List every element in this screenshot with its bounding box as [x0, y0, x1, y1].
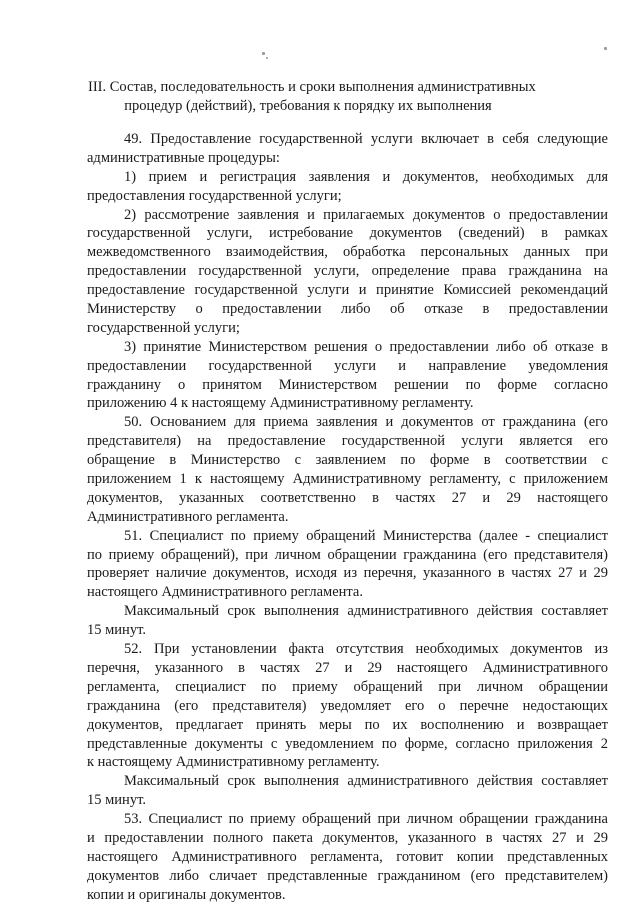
text-line: 3) принятие Министерством решения о предоставлении либо об отказе в: [124, 338, 608, 355]
text-line: 49. Предоставление государственной услуги включает в себя следующие: [124, 131, 608, 147]
text-line: копии и оригиналы документов.: [87, 886, 286, 903]
text-line: гражданина (его представителя) уведомляет его о перечне недостающих: [87, 697, 608, 714]
text-line: настоящего Административного регламента, готовит копии представленных: [87, 848, 608, 865]
paragraph-53: [87, 810, 608, 904]
section-heading-line: процедур (действий), требования к порядку их выполнения: [124, 98, 492, 114]
paragraph-50: [87, 413, 608, 526]
text-line: приложением 1 к настоящему Административному регламенту, с приложением: [87, 471, 608, 488]
text-line: к настоящему Административному регламенту.: [87, 754, 380, 771]
section-heading: [88, 78, 536, 116]
paragraph-49-item-2: [87, 206, 608, 338]
text-line: перечня, указанного в частях 27 и 29 настоящего Административного: [87, 659, 608, 676]
text-line: Максимальный срок выполнения административного действия составляет: [124, 773, 608, 790]
text-line: 1) прием и регистрация заявления и документов, необходимых для: [124, 168, 608, 185]
text-line: Административного регламента.: [87, 508, 289, 525]
text-line: административные процедуры:: [87, 149, 280, 166]
text-line: 50. Основанием для приема заявления и документов от гражданина (его: [124, 414, 608, 431]
text-line: 15 минут.: [87, 622, 146, 639]
text-line: государственной услуги;: [87, 319, 240, 336]
text-line: 52. При установлении факта отсутствия необходимых документов из: [124, 641, 608, 658]
text-line: гражданину о принятом Министерством решении по форме согласно: [87, 376, 608, 393]
text-line: межведомственного взаимодействия, обработка персональных данных при: [87, 244, 608, 261]
paragraph-51-time-limit: [87, 602, 608, 640]
paragraph-52-time-limit: [87, 772, 608, 810]
text-line: представленные документы с уведомлением по форме, согласно приложения 2: [87, 735, 608, 752]
text-line: предоставление государственной услуги и принятие Комиссией рекомендаций: [87, 282, 608, 299]
text-line: 15 минут.: [87, 792, 146, 809]
text-line: документов либо сличает представленные гражданином (его представителем): [87, 867, 608, 884]
paragraph-49-item-1: [87, 168, 608, 206]
text-line: предоставлении государственной услуги, определение права гражданина на: [87, 263, 608, 280]
paragraph-49: [87, 130, 608, 168]
section-heading-line: III. Состав, последовательность и сроки выполнения административных: [88, 79, 536, 95]
text-line: по приему обращений), при личном обращении гражданина (его представителя): [87, 546, 608, 563]
text-line: Министерству о предоставлении либо об отказе в предоставлении: [87, 301, 608, 318]
text-line: проверяет наличие документов, исходя из перечня, указанного в частях 27 и 29: [87, 565, 608, 582]
text-line: регламента, специалист по приему обращений при личном обращении: [87, 678, 608, 695]
scan-speck: [266, 57, 268, 59]
paragraph-51: [87, 527, 608, 603]
text-line: документов, указанных соответственно в частях 27 и 29 настоящего: [87, 489, 608, 506]
document-body: [87, 130, 608, 905]
text-line: Максимальный срок выполнения административного действия составляет: [124, 603, 608, 620]
text-line: документов, предлагает принять меры по их восполнению и возвращает: [87, 716, 608, 733]
scan-speck: [604, 47, 607, 50]
text-line: приложению 4 к настоящему Административному регламенту.: [87, 395, 474, 412]
text-line: 2) рассмотрение заявления и прилагаемых документов о предоставлении: [124, 206, 608, 223]
text-line: 51. Специалист по приему обращений Министерства (далее - специалист: [124, 527, 608, 544]
text-line: и предоставлении полного пакета документов, указанного в частях 27 и 29: [87, 829, 608, 846]
text-line: предоставления государственной услуги;: [87, 187, 342, 204]
text-line: государственной услуги, истребование документов (сведений) в рамках: [87, 225, 608, 242]
text-line: настоящего Административного регламента.: [87, 584, 363, 601]
text-line: 53. Специалист по приему обращений при личном обращении гражданина: [124, 811, 608, 828]
paragraph-49-item-3: [87, 338, 608, 414]
text-line: обращение в Министерство с заявлением по форме в соответствии с: [87, 452, 608, 469]
text-line: предоставлении государственной услуги и направление уведомления: [87, 357, 608, 374]
text-line: представителя) на предоставление государственной услуги является его: [87, 433, 608, 450]
scan-speck: [262, 52, 265, 55]
paragraph-52: [87, 640, 608, 772]
